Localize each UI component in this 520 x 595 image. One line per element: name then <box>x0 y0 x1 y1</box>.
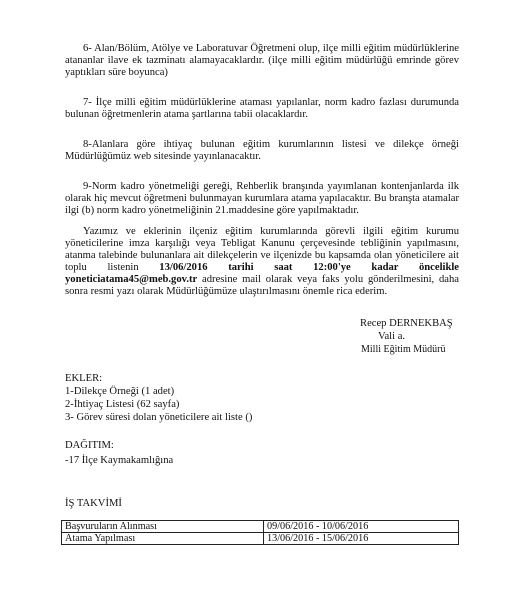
request-deadline-email: 13/06/2016 tarihi saat 12:00'ye kadar öncelikle yoneticiatama45@meb.gov.tr <box>65 262 459 285</box>
schedule-heading: İŞ TAKVİMİ <box>65 498 122 509</box>
table-row <box>62 521 459 533</box>
signer-name: Recep DERNEKBAŞ <box>360 318 453 329</box>
item-9: 9-Norm kadro yönetmeliği gereği, Rehberlik branşında yayımlanan kontenjanlarda ilk olarak hiç mevcut öğretmeni bulunmayan kurumlara atama yapılacaktır. Bu branşta atamalar ilgi (b) norm kadro yönetmeliğinin 21.maddesine göre yapılmaktadır. <box>65 181 459 216</box>
table-cell-label: Atama Yapılması <box>62 533 264 545</box>
attachment-item: 2-İhtiyaç Listesi (62 sayfa) <box>65 399 180 410</box>
attachments-heading: EKLER: <box>65 373 103 384</box>
attachment-item: 1-Dilekçe Örneği (1 adet) <box>65 386 175 397</box>
item-6: 6- Alan/Bölüm, Atölye ve Laboratuvar Öğretmeni olup, ilçe milli eğitim müdürlüklerine atananlar ilave ek tazminatı alamayacaklardır. (ilçe milli eğitim müdürlüğü emrinde görev yaptıkları süre boyunca) <box>65 43 459 78</box>
item-7: 7- İlçe milli eğitim müdürlüklerine ataması yapılanlar, norm kadro fazlası durumunda bulunan öğretmenlerin atama şartlarına tabii olacaklardır. <box>65 97 459 120</box>
request-text-2: adresine mail olarak veya faks yolu gönderilmesini, daha sonra resmi yazı olarak Müdürlüğümüze ulaştırılmasını önemle rica ederim. <box>65 274 459 297</box>
table-row <box>62 533 459 545</box>
attachment-item: 3- Görev süresi dolan yöneticilere ait liste () <box>65 412 253 423</box>
distribution-heading: DAĞITIM: <box>65 440 114 451</box>
signer-role: Vali a. <box>378 331 406 342</box>
signer-title: Milli Eğitim Müdürü <box>361 344 446 355</box>
distribution-item: -17 İlçe Kaymakamlığına <box>65 455 174 466</box>
item-8: 8-Alanlara göre ihtiyaç bulunan eğitim kurumlarının listesi ve dilekçe örneği Müdürlüğümüz web sitesinde yayınlanacaktır. <box>65 139 459 162</box>
request-text-1: Yazımız ve eklerinin ilçeniz eğitim kurumlarında görevli ilgili eğitim kurumu yöneticilerine imza karşılığı veya Tebligat Kanunu çerçevesinde tebliğinin yapılmasını, atanma talebinde bulunanlara ait dilekçelerin ve ilçenizde bu kapsamda olan yöneticilere ait toplu listenin <box>65 226 459 273</box>
table-cell-dates: 13/06/2016 - 15/06/2016 <box>264 533 459 545</box>
table-cell-label: Başvuruların Alınması <box>62 521 264 533</box>
table-cell-dates: 09/06/2016 - 10/06/2016 <box>264 521 459 533</box>
request-paragraph <box>65 226 459 298</box>
schedule-table <box>61 520 459 545</box>
